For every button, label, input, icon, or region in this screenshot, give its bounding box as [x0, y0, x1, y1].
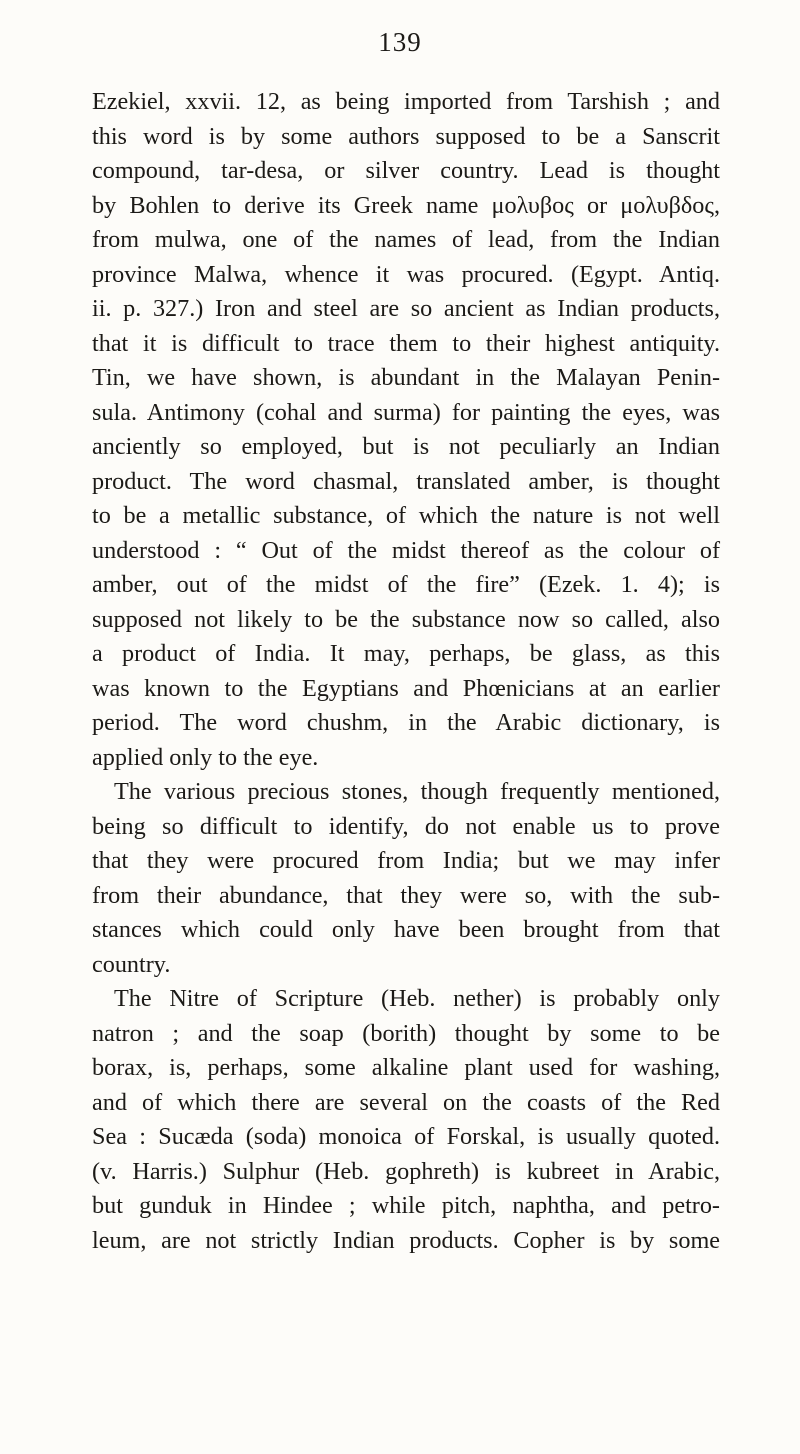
text-line: a product of India. It may, perhaps, be glass, as this [92, 640, 720, 667]
page-number: 139 [378, 27, 422, 57]
text-line: anciently so employed, but is not peculiarly an Indian [92, 433, 720, 460]
text-line: The Nitre of Scripture (Heb. nether) is probably only [114, 985, 720, 1012]
text-line: being so difficult to identify, do not enable us to prove [92, 812, 720, 840]
text-line: leum, are not strictly Indian products. Copher is by some [92, 1226, 720, 1254]
text-line: province Malwa, whence it was procured. (Egypt. Antiq. [92, 260, 720, 288]
text-line: that they were procured from India; but we may infer [92, 847, 720, 874]
text-line: The various precious stones, though frequently mentioned, [114, 778, 720, 805]
text-line: Tin, we have shown, is abundant in the Malayan Penin- [92, 364, 720, 391]
text-line: from mulwa, one of the names of lead, from the Indian [92, 226, 720, 253]
text-line: this word is by some authors supposed to be a Sanscrit [92, 122, 720, 150]
text-line: ii. p. 327.) Iron and steel are so ancient as Indian products, [92, 295, 720, 322]
text-line: amber, out of the midst of the fire” (Ezek. 1. 4); is [92, 571, 720, 598]
text-line: Sea : Sucæda (soda) monoica of Forskal, is usually quoted. [92, 1123, 720, 1150]
text-line: was known to the Egyptians and Phœnicians at an earlier [92, 674, 720, 702]
text-line: compound, tar-desa, or silver country. Lead is thought [92, 157, 720, 184]
text-line: by Bohlen to derive its Greek name μολυβος or μολυβδος, [92, 191, 720, 219]
text-line: understood : “ Out of the midst thereof as the colour of [92, 536, 720, 564]
text-line: natron ; and the soap (borith) thought by some to be [92, 1019, 720, 1047]
text-line: that it is difficult to trace them to their highest antiquity. [92, 329, 720, 357]
paragraph-2 [92, 775, 720, 982]
text-line: stances which could only have been brought from that [92, 916, 720, 943]
text-line: Ezekiel, xxvii. 12, as being imported from Tarshish ; and [92, 88, 720, 115]
paragraph-1 [92, 85, 720, 775]
paragraph-3 [92, 982, 720, 1258]
text-line: period. The word chushm, in the Arabic dictionary, is [92, 709, 720, 736]
text-line: product. The word chasmal, translated amber, is thought [92, 467, 720, 495]
text-line: country. [92, 950, 171, 978]
text-line: from their abundance, that they were so, with the sub- [92, 881, 720, 909]
text-line: and of which there are several on the coasts of the Red [92, 1088, 720, 1116]
body-text [92, 85, 720, 1258]
text-line: (v. Harris.) Sulphur (Heb. gophreth) is kubreet in Arabic, [92, 1157, 720, 1185]
text-line: to be a metallic substance, of which the nature is not well [92, 502, 720, 529]
text-line: supposed not likely to be the substance now so called, also [92, 605, 720, 633]
text-line: sula. Antimony (cohal and surma) for painting the eyes, was [92, 398, 720, 426]
text-line: but gunduk in Hindee ; while pitch, naphtha, and petro- [92, 1192, 720, 1219]
text-line: applied only to the eye. [92, 743, 319, 771]
text-line: borax, is, perhaps, some alkaline plant used for washing, [92, 1054, 720, 1081]
